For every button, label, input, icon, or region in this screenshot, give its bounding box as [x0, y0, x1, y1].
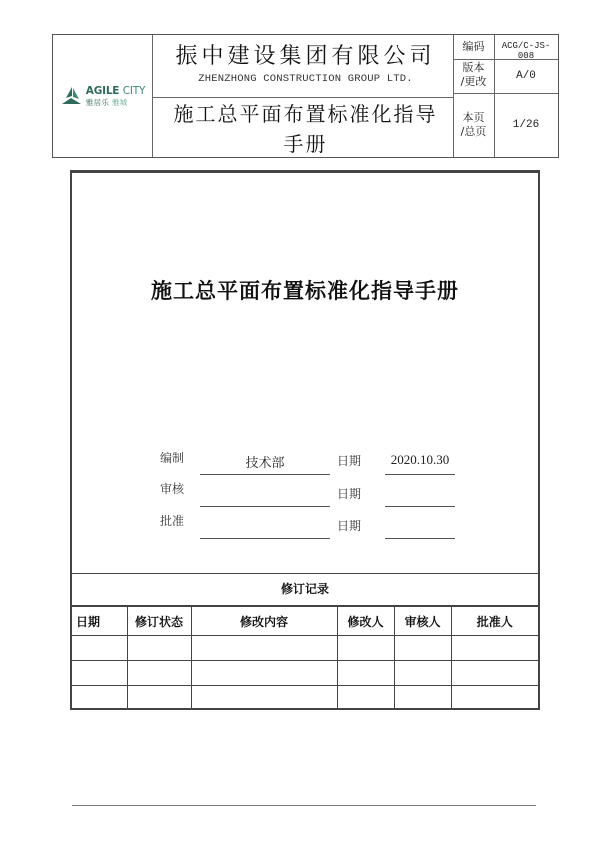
col-date: 日期 — [72, 607, 127, 636]
header-doc-title-line1: 施工总平面布置标准化指导 — [173, 102, 438, 126]
table-cell — [191, 636, 337, 661]
table-cell — [451, 636, 538, 661]
reviewed-date-label: 日期 — [337, 487, 362, 501]
header-doc-title — [153, 99, 458, 159]
col-revision-status: 修订状态 — [127, 607, 191, 636]
company-name-cn: 振中建设集团有限公司 — [175, 44, 436, 69]
revision-record-title: 修订记录 — [72, 574, 538, 606]
table-row — [72, 686, 538, 711]
table-cell — [337, 636, 394, 661]
table-cell — [394, 661, 451, 686]
brand-cn-sub: 雅城 — [111, 97, 128, 107]
version-label-line1: 版本 — [462, 61, 485, 74]
compiled-date-label: 日期 — [337, 454, 362, 468]
code-value: ACG/C-JS-008 — [501, 41, 551, 61]
compiled-label: 编制 — [160, 451, 185, 465]
revision-table — [72, 606, 538, 710]
reviewed-underline — [200, 506, 330, 507]
table-cell — [191, 686, 337, 711]
divider — [453, 93, 558, 94]
col-reviewer: 审核人 — [394, 607, 451, 636]
table-cell — [451, 661, 538, 686]
approved-label: 批准 — [160, 514, 185, 528]
table-cell — [127, 661, 191, 686]
version-label — [453, 61, 494, 89]
page-title: 施工总平面布置标准化指导手册 — [151, 279, 459, 303]
version-value: A/0 — [516, 70, 536, 82]
compiled-underline — [200, 474, 330, 475]
compiled-date-underline — [385, 474, 455, 475]
table-row — [72, 636, 538, 661]
footer-rule — [72, 805, 536, 806]
table-cell — [337, 661, 394, 686]
col-modifier: 修改人 — [337, 607, 394, 636]
table-cell — [191, 661, 337, 686]
version-label-line2: /更改 — [460, 75, 487, 88]
page-value: 1/26 — [512, 119, 540, 131]
revision-header-row — [72, 607, 538, 636]
page-label-line1: 本页 — [462, 111, 485, 124]
approved-date-label: 日期 — [337, 519, 362, 533]
revision-record — [72, 573, 538, 708]
compiled-date-value: 2020.10.30 — [390, 452, 450, 467]
brand-cn: 雅居乐 — [85, 97, 110, 107]
table-cell — [394, 686, 451, 711]
col-change-content: 修改内容 — [191, 607, 337, 636]
approved-underline — [200, 538, 330, 539]
table-cell — [394, 636, 451, 661]
reviewed-label: 审核 — [160, 482, 185, 496]
table-cell — [72, 636, 127, 661]
table-cell — [72, 686, 127, 711]
brand-en: AGILE — [85, 85, 120, 97]
brand-en-city: CITY — [122, 85, 146, 97]
header-doc-title-line2: 手册 — [283, 132, 328, 156]
col-approver: 批准人 — [451, 607, 538, 636]
company-logo — [53, 35, 153, 157]
cover-page-box — [70, 170, 540, 710]
compiled-value: 技术部 — [245, 455, 285, 470]
company-name-en: ZHENZHONG CONSTRUCTION GROUP LTD. — [198, 73, 413, 85]
divider — [152, 97, 454, 98]
table-cell — [337, 686, 394, 711]
page-label — [453, 111, 494, 139]
table-cell — [72, 661, 127, 686]
code-label: 编码 — [462, 40, 485, 53]
table-cell — [451, 686, 538, 711]
agile-city-leaf-icon — [61, 86, 83, 106]
approved-date-underline — [385, 538, 455, 539]
reviewed-date-underline — [385, 506, 455, 507]
table-cell — [127, 686, 191, 711]
page-label-line2: /总页 — [460, 125, 487, 138]
table-row — [72, 661, 538, 686]
table-cell — [127, 636, 191, 661]
document-header — [52, 34, 559, 158]
